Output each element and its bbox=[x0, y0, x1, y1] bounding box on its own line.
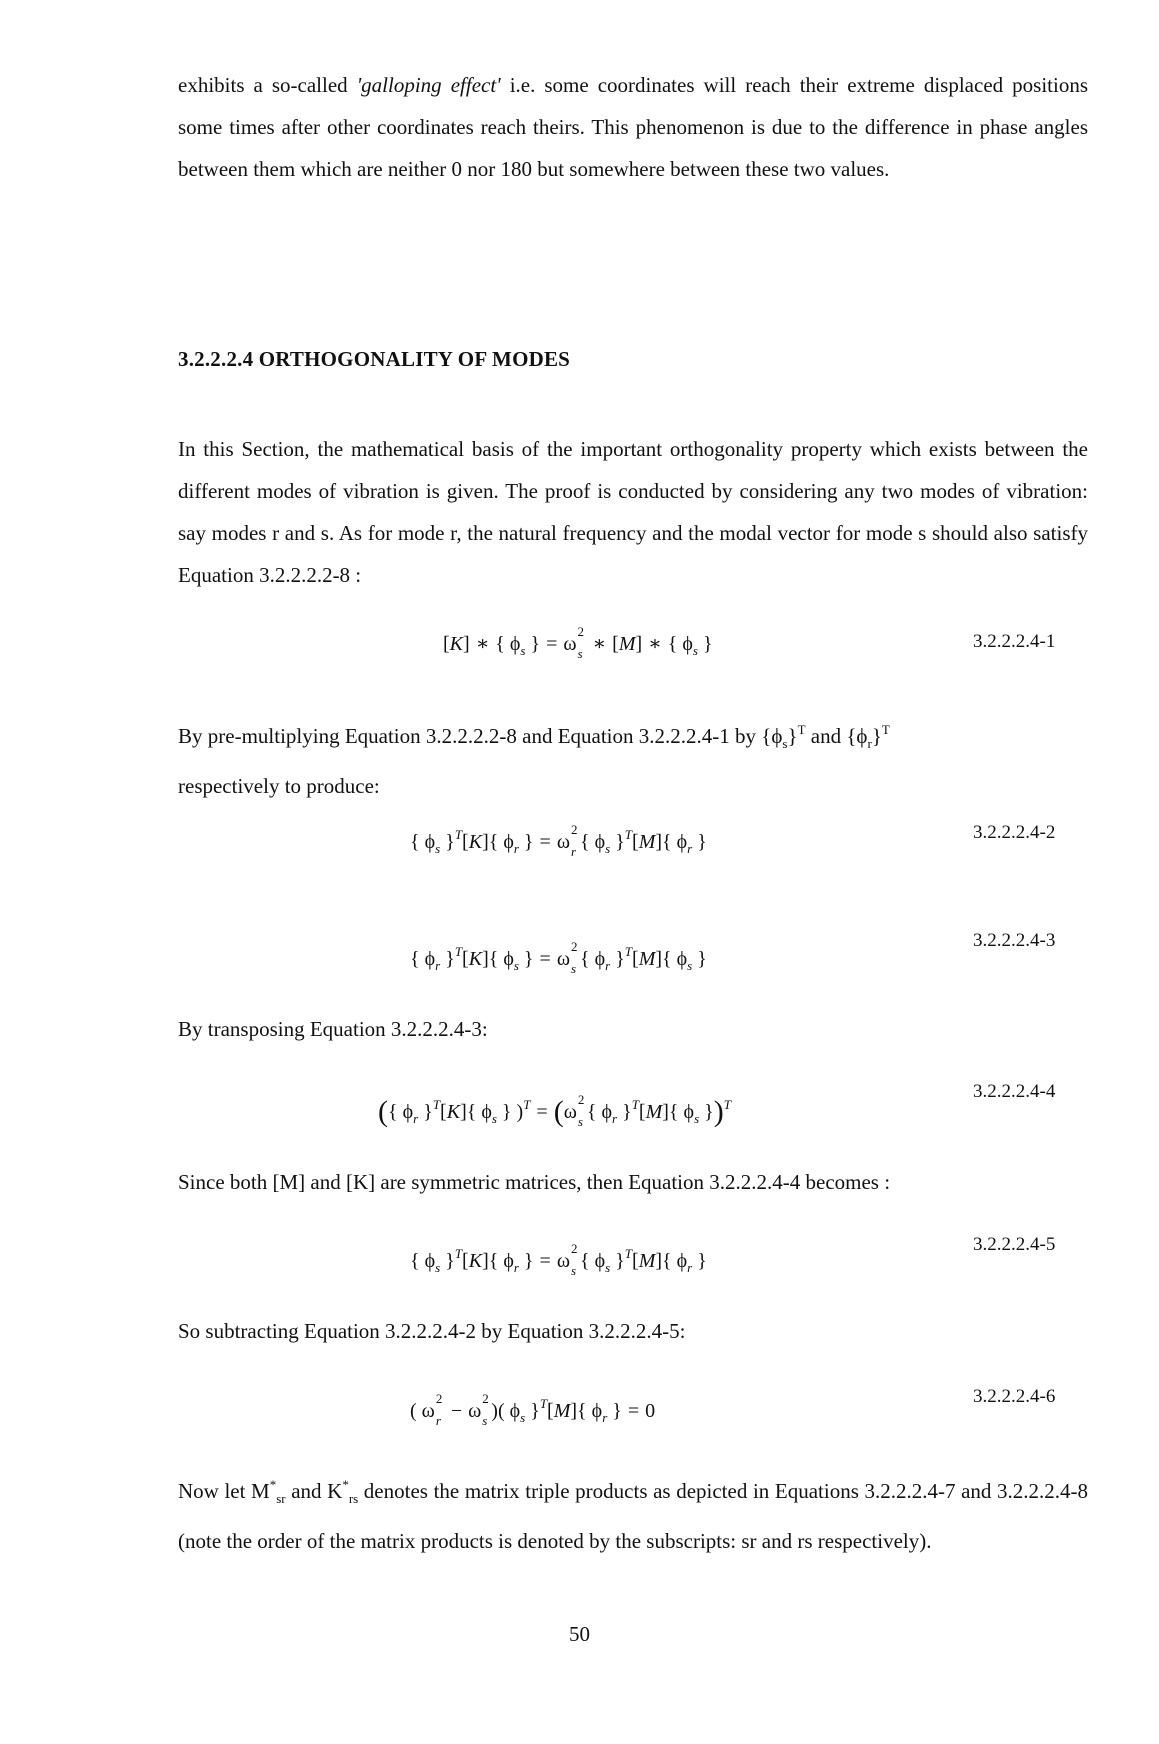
paragraph-text: Now let M bbox=[178, 1479, 270, 1503]
paragraph-text: i.e. some coordinates will reach their extreme displaced positions some times after other coordinates reach theirs. This phenomenon is due to the difference in phase angles between them which are neither 0 nor 180 but somewhere between these two values. bbox=[178, 73, 1089, 181]
emphasis-text: 'galloping effect' bbox=[356, 73, 501, 97]
equation-number: 3.2.2.2.4-1 bbox=[973, 631, 1056, 652]
paragraph-premultiply: By pre-multiplying Equation 3.2.2.2.2-8 and Equation 3.2.2.2.4-1 by $\{\phi_s\}^T$ and $\{\phi_r\}^T$ respectively to produce: bbox=[178, 722, 890, 798]
equation-4: ({ $\phi_r$ }$^T$[K]{ $\phi_s$ } )$^T$ = (ω 2 s { $\phi_r$ }$^T$[M]{ $\phi_s$ })$^T$ bbox=[378, 1092, 731, 1130]
equation-number: 3.2.2.2.4-3 bbox=[973, 930, 1056, 951]
equation-2: { $\phi_s$ }$^T$[K]{ $\phi_r$ } = ω 2 r { $\phi_s$ }$^T$[M]{ $\phi_r$ } bbox=[410, 822, 707, 860]
paragraph-text: } bbox=[787, 724, 798, 748]
paragraph-text: By pre-multiplying Equation 3.2.2.2.2-8 and Equation 3.2.2.2.4-1 by {ϕ bbox=[178, 724, 783, 748]
paragraph-text: respectively to produce: bbox=[178, 774, 380, 798]
paragraph-text: and {ϕ bbox=[805, 724, 868, 748]
paragraph-subtract: So subtracting Equation 3.2.2.2.4-2 by Equation 3.2.2.2.4-5: bbox=[178, 1319, 686, 1343]
paragraph-triple-products: Now let $M^*_{sr}$ and $K^*_{rs}$ denotes the matrix triple products as depicted in Equations 3.2.2.2.4-7 and 3.2.2.2.4-8 (note the order of the matrix products is denoted by the subscripts: sr and rs respectively). bbox=[178, 1477, 1088, 1553]
paragraph-text: denotes the matrix triple products as depicted in Equations 3.2.2.2.4-7 and 3.2.2.2.4-8 (note the order of the matrix products is denoted by the subscripts: sr and rs respectively). bbox=[178, 1479, 1088, 1553]
paragraph-text: exhibits a so-called bbox=[178, 73, 357, 97]
paragraph-symmetric: Since both [M] and [K] are symmetric matrices, then Equation 3.2.2.2.4-4 becomes : bbox=[178, 1170, 891, 1194]
equation-number: 3.2.2.2.4-4 bbox=[973, 1081, 1056, 1102]
equation-3: { $\phi_r$ }$^T$[K]{ $\phi_s$ } = ω 2 s { $\phi_r$ }$^T$[M]{ $\phi_s$ } bbox=[410, 939, 707, 977]
paragraph-galloping-effect bbox=[178, 64, 1088, 190]
equation-number: 3.2.2.2.4-5 bbox=[973, 1234, 1056, 1255]
paragraph-intro: In this Section, the mathematical basis of the important orthogonality property which exists between the different modes of vibration is given. The proof is conducted by considering any two modes of vibration: say modes r and s. As for mode r, the natural frequency and the modal vector for mode s should also satisfy Equation 3.2.2.2.2-8 : bbox=[178, 437, 1088, 587]
equation-1: [K] ∗ { $\phi_s$ } = ω 2 s ∗ [M] ∗ { $\phi_s$ } bbox=[443, 624, 713, 662]
paragraph-transpose: By transposing Equation 3.2.2.2.4-3: bbox=[178, 1017, 488, 1041]
paragraph-text: and K bbox=[285, 1479, 343, 1503]
equation-5: { $\phi_s$ }$^T$[K]{ $\phi_r$ } = ω 2 s { $\phi_s$ }$^T$[M]{ $\phi_r$ } bbox=[410, 1241, 707, 1279]
equation-6: ( ω 2 r − ω 2 s )( $\phi_s$ }$^T$[M]{ $\phi_r$ } = 0 bbox=[410, 1391, 656, 1429]
paragraph-text: } bbox=[871, 724, 882, 748]
section-heading: 3.2.2.2.4 ORTHOGONALITY OF MODES bbox=[178, 347, 571, 371]
equation-number: 3.2.2.2.4-2 bbox=[973, 822, 1056, 843]
equation-number: 3.2.2.2.4-6 bbox=[973, 1386, 1056, 1407]
page-number: 50 bbox=[569, 1622, 590, 1646]
